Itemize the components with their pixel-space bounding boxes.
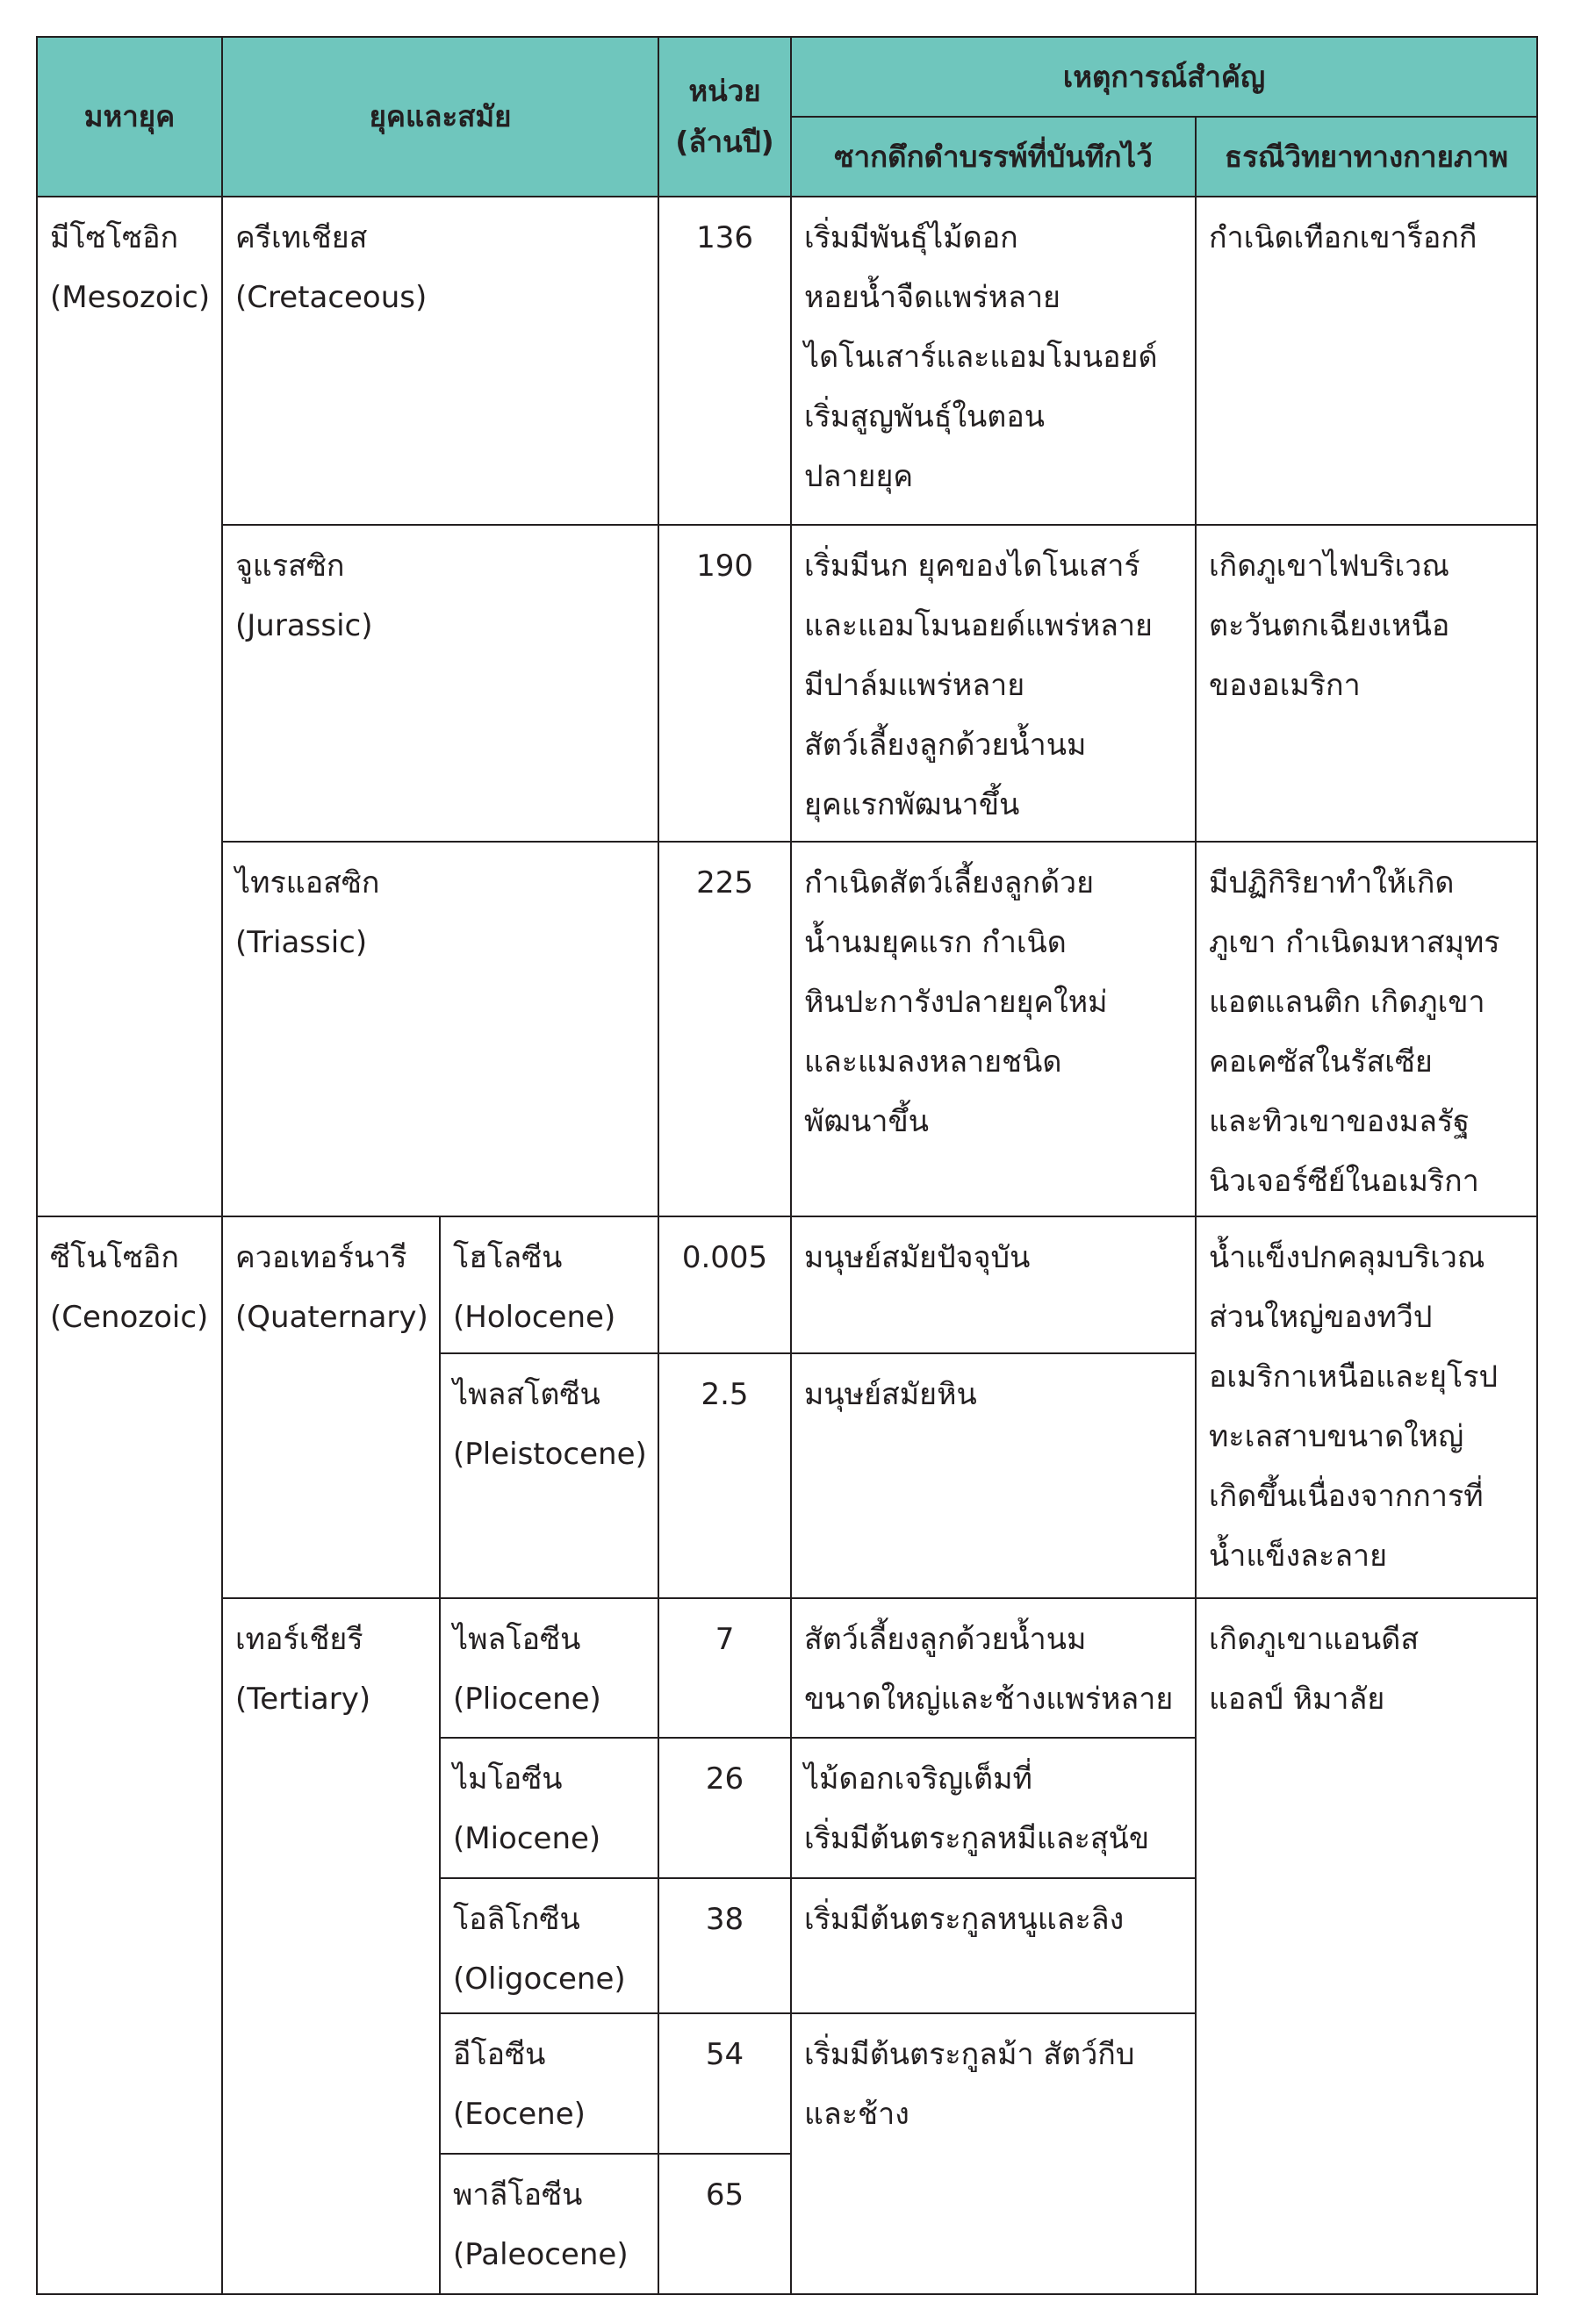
geology-cell: มีปฏิกิริยาทำให้เกิด ภูเขา กำเนิดมหาสมุทร แอตแลนติก เกิดภูเขา คอเคซัสในรัสเซีย และทิวเขาของมลรัฐ นิวเจอร์ซีย์ในอเมริกา [1196, 842, 1537, 1216]
table-body [37, 197, 1537, 2294]
fossils-cell: เริ่มมีนก ยุคของไดโนเสาร์ และแอมโมนอยด์แพร่หลาย มีปาล์มแพร่หลาย สัตว์เลี้ยงลูกด้วยน้ำนม ยุคแรกพัฒนาขึ้น [791, 525, 1196, 842]
period-epoch-header: ยุคและสมัย [222, 37, 658, 197]
epoch-cell-holocene: โฮโลซีน (Holocene) [440, 1216, 658, 1353]
epoch-cell-oligocene: โอลิโกซีน (Oligocene) [440, 1878, 658, 2013]
fossils-cell: เริ่มมีต้นตระกูลม้า สัตว์กีบ และช้าง [791, 2013, 1196, 2294]
geology-cell: เกิดภูเขาแอนดีส แอลป์ หิมาลัย [1196, 1598, 1537, 2294]
duration-cell: 54 [658, 2013, 791, 2154]
duration-cell: 0.005 [658, 1216, 791, 1353]
epoch-cell-pleistocene: ไพลสโตซีน (Pleistocene) [440, 1353, 658, 1598]
epoch-cell-eocene: อีโอซีน (Eocene) [440, 2013, 658, 2154]
table-row [37, 842, 1537, 1216]
epoch-cell-pliocene: ไพลโอซีน (Pliocene) [440, 1598, 658, 1738]
geology-header: ธรณีวิทยาทางกายภาพ [1196, 117, 1537, 197]
table-row [37, 525, 1537, 842]
period-cell-triassic: ไทรแอสซิก (Triassic) [222, 842, 658, 1216]
duration-cell: 2.5 [658, 1353, 791, 1598]
fossils-cell: มนุษย์สมัยปัจจุบัน [791, 1216, 1196, 1353]
geology-cell: กำเนิดเทือกเขาร็อกกี [1196, 197, 1537, 525]
table-row [37, 197, 1537, 525]
fossils-cell: เริ่มมีต้นตระกูลหนูและลิง [791, 1878, 1196, 2013]
header-row [37, 37, 1537, 117]
epoch-cell-miocene: ไมโอซีน (Miocene) [440, 1738, 658, 1878]
duration-header: หน่วย (ล้านปี) [658, 37, 791, 197]
fossils-cell: เริ่มมีพันธุ์ไม้ดอก หอยน้ำจืดแพร่หลาย ไดโนเสาร์และแอมโมนอยด์ เริ่มสูญพันธุ์ในตอน ปลายยุค [791, 197, 1196, 525]
duration-cell: 190 [658, 525, 791, 842]
duration-cell: 38 [658, 1878, 791, 2013]
geology-cell: น้ำแข็งปกคลุมบริเวณ ส่วนใหญ่ของทวีป อเมริกาเหนือและยุโรป ทะเลสาบขนาดใหญ่ เกิดขึ้นเนื่องจากการที่ น้ำแข็งละลาย [1196, 1216, 1537, 1598]
geologic-time-table [36, 36, 1538, 2295]
fossils-cell: กำเนิดสัตว์เลี้ยงลูกด้วย น้ำนมยุคแรก กำเนิด หินปะการังปลายยุคใหม่ และแมลงหลายชนิด พัฒนาขึ้น [791, 842, 1196, 1216]
era-cell-mesozoic: มีโซโซอิก (Mesozoic) [37, 197, 222, 1216]
fossils-cell: ไม้ดอกเจริญเต็มที่ เริ่มมีต้นตระกูลหมีและสุนัข [791, 1738, 1196, 1878]
fossils-cell: มนุษย์สมัยหิน [791, 1353, 1196, 1598]
fossils-cell: สัตว์เลี้ยงลูกด้วยน้ำนม ขนาดใหญ่และช้างแพร่หลาย [791, 1598, 1196, 1738]
duration-cell: 136 [658, 197, 791, 525]
period-cell-jurassic: จูแรสซิก (Jurassic) [222, 525, 658, 842]
period-cell-cretaceous: ครีเทเชียส (Cretaceous) [222, 197, 658, 525]
duration-cell: 7 [658, 1598, 791, 1738]
period-cell-quaternary: ควอเทอร์นารี (Quaternary) [222, 1216, 440, 1598]
epoch-cell-paleocene: พาลีโอซีน (Paleocene) [440, 2154, 658, 2294]
duration-cell: 65 [658, 2154, 791, 2294]
events-header: เหตุการณ์สำคัญ [791, 37, 1537, 117]
period-cell-tertiary: เทอร์เชียรี (Tertiary) [222, 1598, 440, 2294]
geology-cell: เกิดภูเขาไฟบริเวณ ตะวันตกเฉียงเหนือ ของอเมริกา [1196, 525, 1537, 842]
era-cell-cenozoic: ซีโนโซอิก (Cenozoic) [37, 1216, 222, 2294]
fossils-header: ซากดึกดำบรรพ์ที่บันทึกไว้ [791, 117, 1196, 197]
duration-cell: 225 [658, 842, 791, 1216]
table-row [37, 1598, 1537, 1738]
duration-cell: 26 [658, 1738, 791, 1878]
era-header: มหายุค [37, 37, 222, 197]
table-row [37, 1216, 1537, 1353]
table-header [37, 37, 1537, 197]
